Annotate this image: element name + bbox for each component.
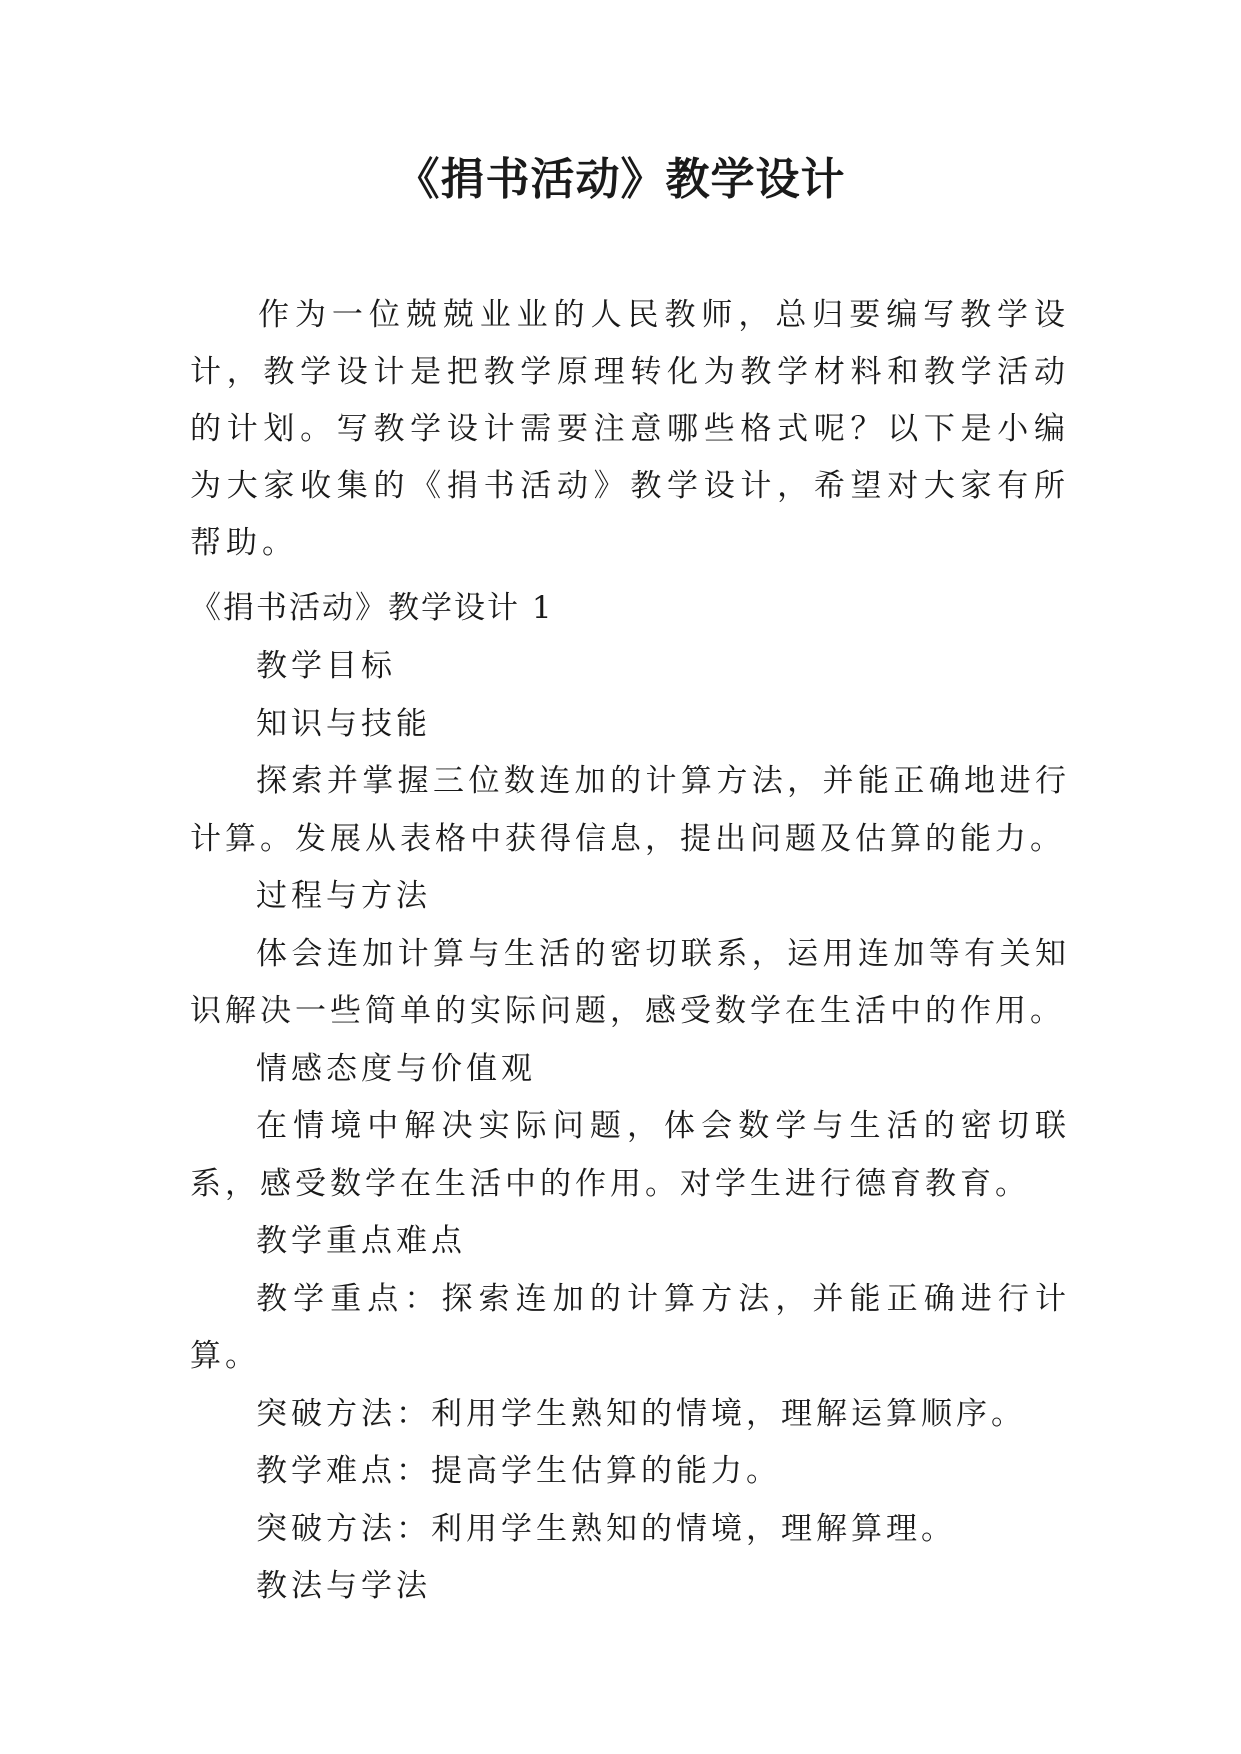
heading-attitude-values: 情感态度与价值观 <box>256 1050 536 1087</box>
paragraph-difficult-point: 教学难点：提高学生估算的能力。 <box>256 1453 781 1489</box>
document-title: 《捐书活动》教学设计 <box>395 154 846 205</box>
paragraph-key-point: 教学重点：探索连加的计算方法，并能正确进行计算。 <box>190 1280 1070 1374</box>
section-body <box>190 638 1070 1616</box>
intro-paragraph: 作为一位兢兢业业的人民教师，总归要编写教学设计，教学设计是把教学原理转化为教学材料和教学活动的计划。写教学设计需要注意哪些格式呢？以下是小编为大家收集的《捐书活动》教学设计，希望对大家有所帮助。 <box>190 297 1070 561</box>
paragraph-key-point-method: 突破方法：利用学生熟知的情境，理解运算顺序。 <box>256 1395 1026 1432</box>
paragraph-knowledge-skills: 探索并掌握三位数连加的计算方法，并能正确地进行计算。发展从表格中获得信息，提出问题及估算的能力。 <box>190 763 1070 857</box>
paragraph-process-method: 体会连加计算与生活的密切联系，运用连加等有关知识解决一些简单的实际问题，感受数学在生活中的作用。 <box>190 935 1070 1029</box>
heading-knowledge-skills: 知识与技能 <box>256 705 431 742</box>
section-title: 《捐书活动》教学设计 1 <box>190 590 554 626</box>
heading-teaching-goals: 教学目标 <box>256 648 396 684</box>
heading-process-method: 过程与方法 <box>256 878 431 914</box>
paragraph-difficult-point-method: 突破方法：利用学生熟知的情境，理解算理。 <box>256 1510 956 1547</box>
heading-key-difficult-points: 教学重点难点 <box>256 1223 466 1259</box>
heading-teaching-learning-methods: 教法与学法 <box>256 1568 431 1604</box>
paragraph-attitude-values: 在情境中解决实际问题，体会数学与生活的密切联系，感受数学在生活中的作用。对学生进行德育教育。 <box>190 1108 1070 1202</box>
